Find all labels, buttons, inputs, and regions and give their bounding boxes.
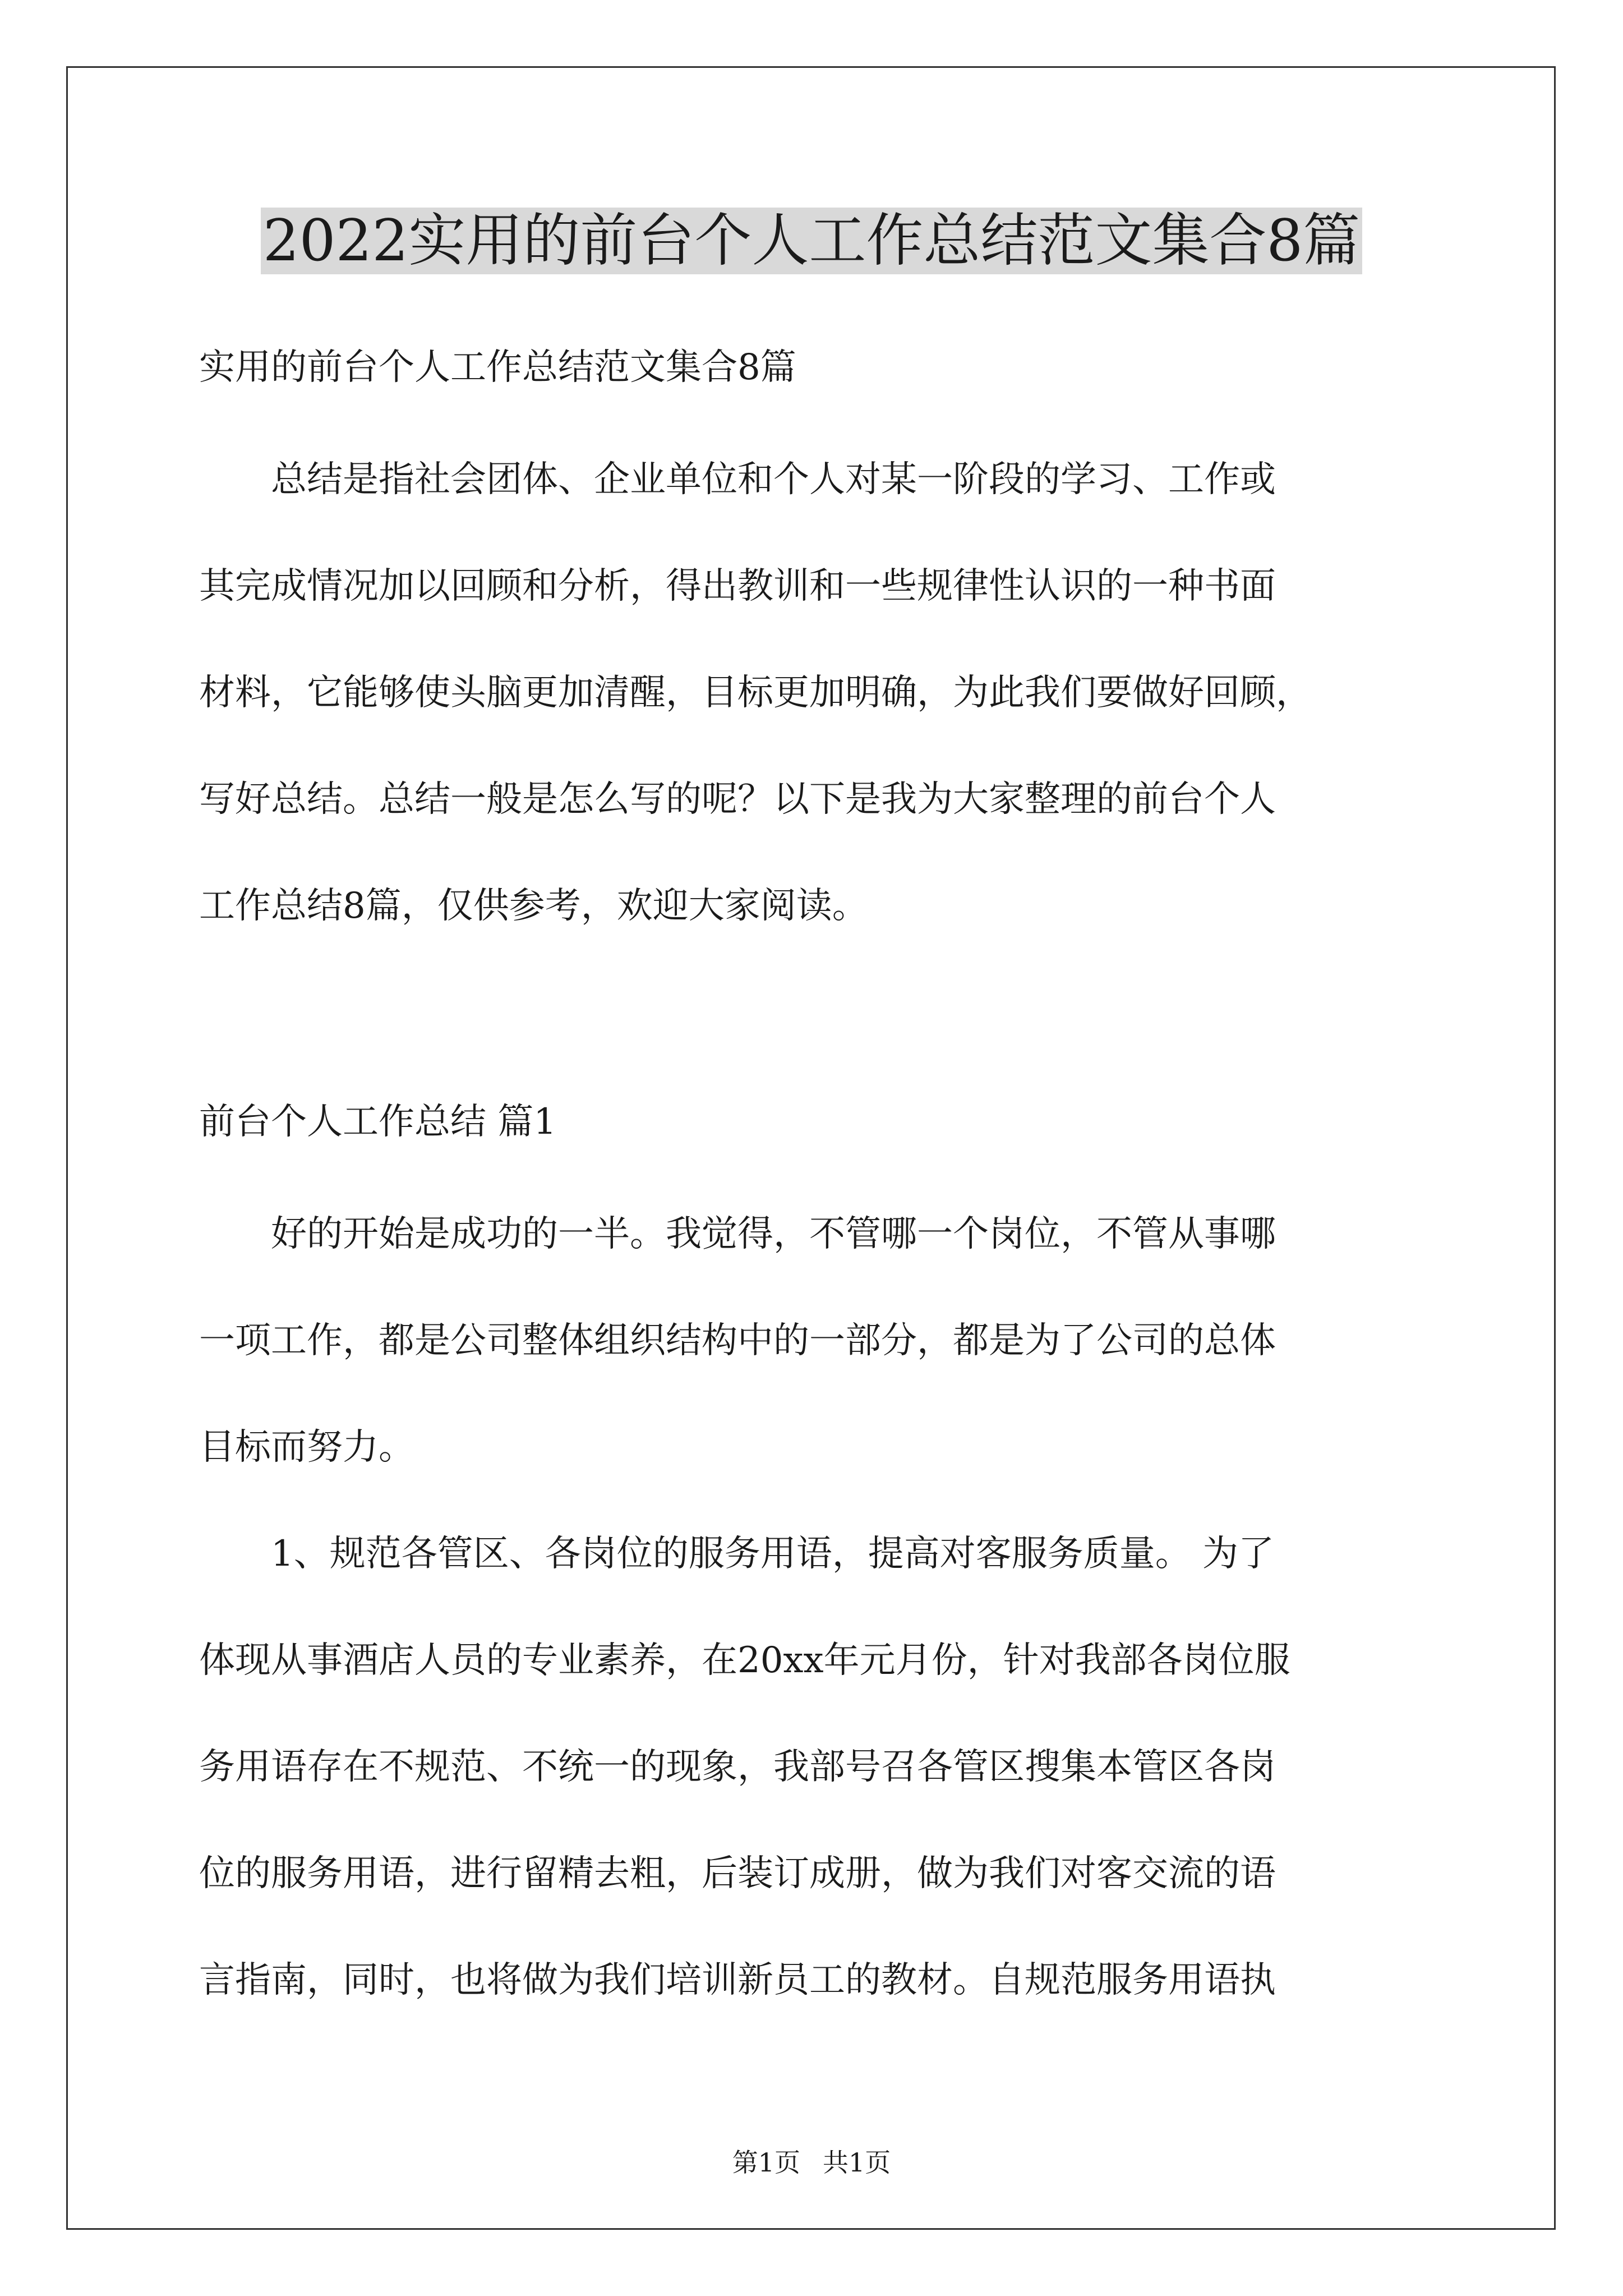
section1-para1-line-1: 好的开始是成功的一半。我觉得，不管哪一个岗位，不管从事哪 bbox=[199, 1213, 1276, 1255]
section1-para2-line-1: 1、规范各管区、各岗位的服务用语，提高对客服务质量。 为了 bbox=[199, 1533, 1275, 1575]
document-title: 2022实用的前台个人工作总结范文集合8篇 bbox=[0, 199, 1623, 283]
section1-para2-line-4: 位的服务用语，进行留精去粗，后装订成册，做为我们对客交流的语 bbox=[199, 1853, 1276, 1894]
intro-line-1: 总结是指社会团体、企业单位和个人对某一阶段的学习、工作或 bbox=[199, 459, 1276, 500]
section-heading-1: 前台个人工作总结 篇1 bbox=[199, 1101, 557, 1143]
page-total: 共1页 bbox=[823, 2147, 891, 2178]
document-subtitle: 实用的前台个人工作总结范文集合8篇 bbox=[199, 347, 796, 388]
page-footer bbox=[0, 2146, 1623, 2179]
section1-para2-line-2: 体现从事酒店人员的专业素养，在20xx年元月份，针对我部各岗位服 bbox=[199, 1640, 1290, 1681]
section1-para2-line-3: 务用语存在不规范、不统一的现象，我部号召各管区搜集本管区各岗 bbox=[199, 1746, 1276, 1788]
section1-para1-line-2: 一项工作，都是公司整体组织结构中的一部分，都是为了公司的总体 bbox=[199, 1320, 1276, 1361]
intro-line-2: 其完成情况加以回顾和分析，得出教训和一些规律性认识的一种书面 bbox=[199, 565, 1276, 607]
section1-para2-line-5: 言指南，同时，也将做为我们培训新员工的教材。自规范服务用语执 bbox=[199, 1959, 1276, 2001]
intro-line-3: 材料，它能够使头脑更加清醒，目标更加明确，为此我们要做好回顾， bbox=[199, 672, 1312, 714]
section1-para1-line-3: 目标而努力。 bbox=[199, 1427, 414, 1468]
page-number: 第1页 bbox=[732, 2147, 800, 2178]
intro-line-5: 工作总结8篇，仅供参考，欢迎大家阅读。 bbox=[199, 885, 868, 927]
intro-line-4: 写好总结。总结一般是怎么写的呢？以下是我为大家整理的前台个人 bbox=[199, 779, 1276, 820]
